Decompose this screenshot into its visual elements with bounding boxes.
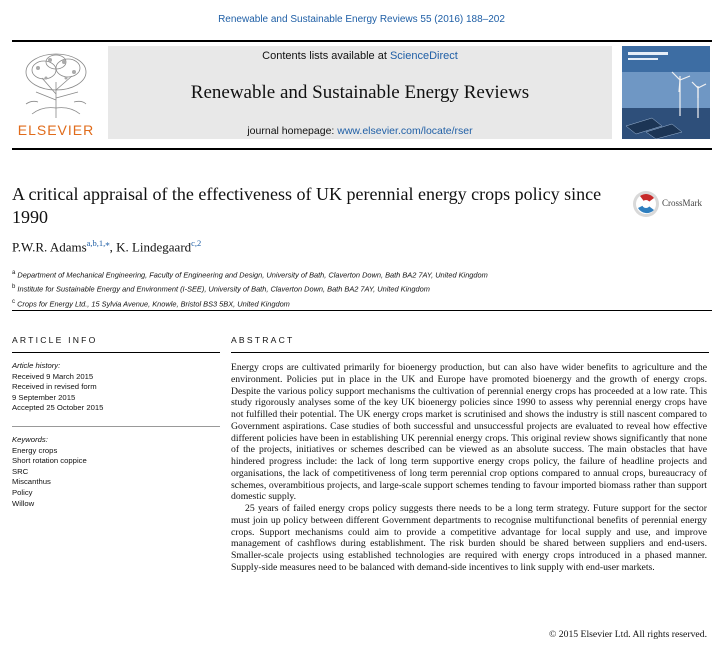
keywords-label: Keywords:	[12, 435, 48, 444]
history-label: Article history:	[12, 361, 61, 370]
crossmark-icon	[632, 190, 660, 218]
affiliations	[12, 267, 488, 310]
elsevier-logo-text[interactable]: ELSEVIER	[17, 122, 95, 138]
history-item: Received 9 March 2015	[12, 371, 94, 381]
history-item: Received in revised form	[12, 382, 97, 392]
header-bottom-rule	[12, 148, 712, 150]
homepage-line	[108, 125, 612, 137]
abstract-paragraph: 25 years of failed energy crops policy suggests there needs to be a long term strategy. Future support for the sector must join up policy between different Government departments to recognise multifunctional benefits of perennial energy crops. Support mechanisms could aim to provide a competitive advantage for local supply and use, and improve management of cashflows during establishment. The risk burden should be shared between suppliers and end-users. Smaller-scale projects using established technologies are required with energy crops introduced in a phased manner. Supply-side measures need to be balanced with demand-side incentives to link supply with end-user markets.	[231, 503, 707, 573]
affiliation-item	[12, 296, 488, 310]
affiliation-text: Institute for Sustainable Energy and Environment (I-SEE), University of Bath, Claverton Down, Bath BA2 7AY, United Kingdom	[17, 284, 430, 294]
affiliation-text: Crops for Energy Ltd., 15 Sylvia Avenue, Knowle, Bristol BS3 5BX, United Kingdom	[17, 299, 290, 309]
article-info-heading: ARTICLE INFO	[12, 335, 98, 345]
abstract-heading: ABSTRACT	[231, 335, 295, 345]
keyword-item[interactable]: SRC	[12, 466, 29, 476]
contents-line	[108, 50, 612, 62]
journal-reference[interactable]: Renewable and Sustainable Energy Reviews 55 (2016) 188–202	[218, 14, 505, 25]
affiliation-label: c	[12, 298, 15, 305]
affiliation-text: Department of Mechanical Engineering, Faculty of Engineering and Design, University of Bath, Claverton Down, Bath BA2 7AY, United Kingdom	[17, 270, 488, 280]
article-info-rule	[12, 352, 220, 353]
history-item: Accepted 25 October 2015	[12, 403, 104, 413]
author-name[interactable]: P.W.R. Adams	[12, 239, 87, 255]
author-name[interactable]: K. Lindegaard	[116, 239, 192, 255]
abstract-rule	[231, 352, 709, 353]
journal-title: Renewable and Sustainable Energy Reviews	[190, 82, 530, 103]
history-item: 9 September 2015	[12, 392, 76, 402]
author-separator: ,	[109, 239, 117, 255]
author-affiliation-mark[interactable]: c,2	[191, 238, 202, 248]
affiliation-item	[12, 281, 488, 295]
article-title: A critical appraisal of the effectiveness of UK perennial energy crops policy since 1990	[12, 184, 602, 227]
contents-prefix: Contents lists available at	[262, 50, 390, 62]
keywords-list	[12, 435, 87, 509]
author-affiliation-mark[interactable]: a,b,1,	[86, 238, 106, 248]
crossmark-badge[interactable]	[632, 190, 712, 218]
affiliation-item	[12, 267, 488, 281]
crossmark-label: CrossMark	[662, 198, 702, 208]
copyright-notice: © 2015 Elsevier Ltd. All rights reserved.	[548, 629, 707, 640]
keyword-item[interactable]: Energy crops	[12, 445, 58, 455]
keyword-item[interactable]: Policy	[12, 487, 33, 497]
homepage-prefix: journal homepage:	[247, 125, 338, 137]
section-divider	[12, 310, 712, 311]
abstract-paragraph: Energy crops are cultivated primarily for bioenergy production, but can also have wider benefits to agriculture and the environment. Policies put in place in the UK and Europe have promoted bioenergy and the growth of energy crops. Despite the various policy support mechanisms the cultivation of perennial energy crops has proceeded at a low rate. This study rigorously analyses some of the key UK bioenergy policies since 1990 to assess why perennial energy crops have not fulfilled their potential. The UK energy crops market is scrutinised and shows the industry is still nascent compared to Government aspirations. Case studies of both successful and unsuccessful projects are evaluated to reveal how effective different policies have been in establishing UK perennial energy crops. This original review shows significantly that none of the projects, initiatives or schemes described can be viewed as an absolute success. The main obstacles that have hindered progress include: the lack of long term supportive energy crops policy, the failure of headline projects and organisations, the lack of competitiveness of long term perennial crop options compared to annual crops, bureaucracy of schemes, overambitious projects, and large-scale support schemes tending to favour imported biomass rather than support domestic supply.	[231, 362, 707, 503]
header-top-rule	[12, 40, 712, 42]
author-line	[12, 238, 201, 255]
article-history	[12, 361, 103, 414]
journal-cover-thumbnail[interactable]	[622, 46, 710, 139]
sciencedirect-link[interactable]: ScienceDirect	[389, 50, 458, 62]
homepage-link[interactable]: www.elsevier.com/locate/rser	[337, 125, 473, 137]
affiliation-label: a	[12, 270, 16, 276]
abstract-body	[231, 362, 707, 574]
keyword-item[interactable]: Willow	[12, 498, 35, 508]
corresponding-author-mark[interactable]: ⁎	[105, 238, 110, 248]
keyword-item[interactable]: Miscanthus	[12, 477, 51, 487]
affiliation-label: b	[12, 284, 16, 291]
keywords-rule	[12, 426, 220, 427]
keyword-item[interactable]: Short rotation coppice	[12, 456, 87, 466]
